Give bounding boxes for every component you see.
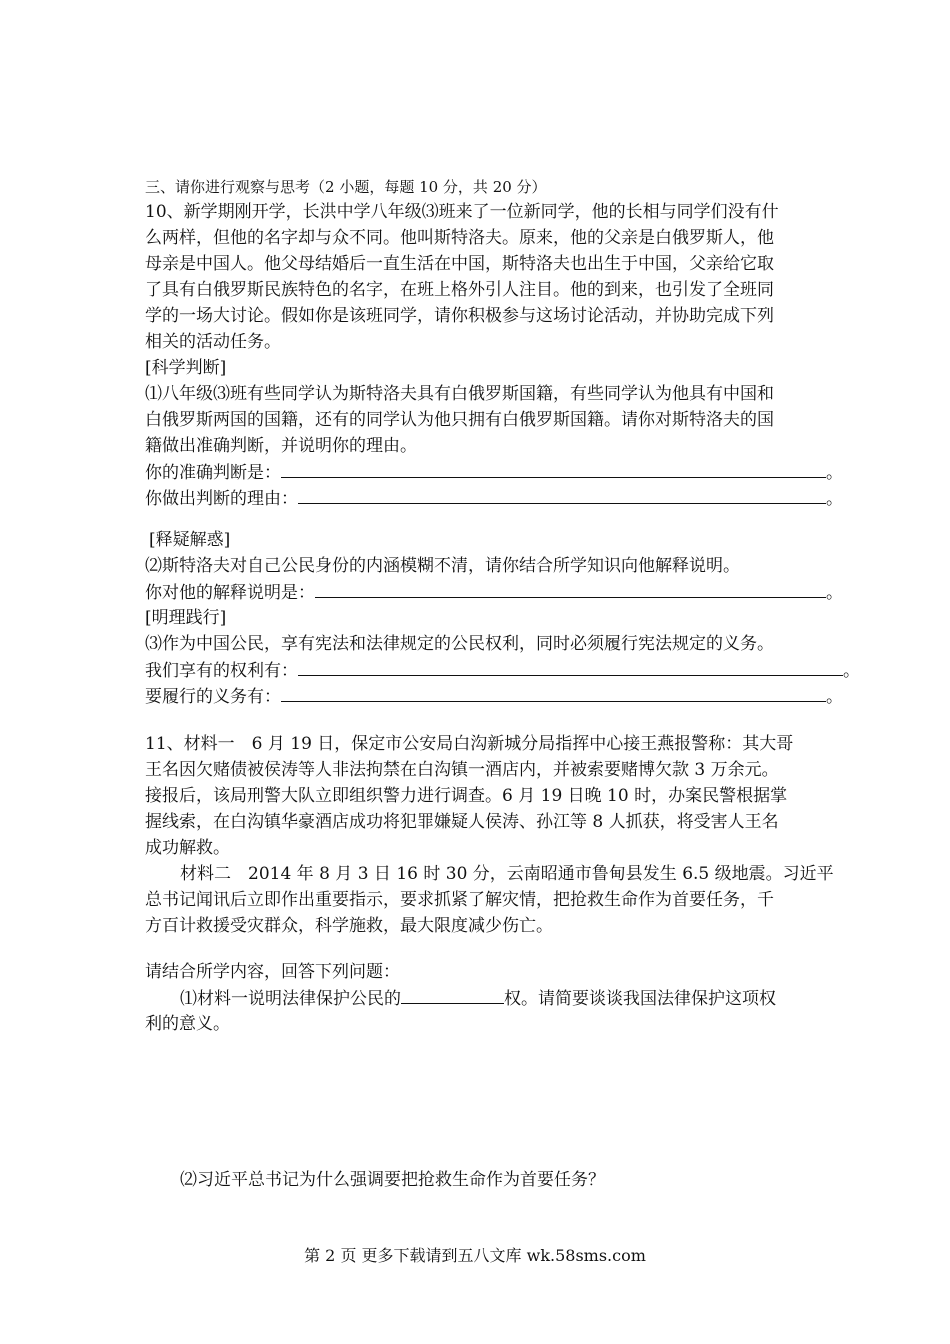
judgment-answer-row	[145, 460, 843, 485]
rights-answer-blank[interactable]	[298, 658, 843, 676]
duties-answer-blank[interactable]	[281, 684, 826, 702]
judgment-answer-blank[interactable]	[281, 460, 826, 478]
q11-sub2: ⑵习近平总书记为什么强调要把抢救生命作为首要任务？	[180, 1170, 605, 1190]
duties-label: 要履行的义务有：	[145, 687, 281, 707]
part2-heading: [释疑解惑]	[149, 530, 231, 550]
judgment-label: 你的准确判断是：	[145, 463, 281, 483]
q10-intro-line: 10、新学期刚开学，长洪中学八年级⑶班来了一位新同学，他的长相与同学们没有什	[145, 202, 779, 222]
page-footer: 第 2 页 更多下载请到五八文库 wk.58sms.com	[304, 1246, 646, 1265]
part1-text-line: 籍做出准确判断，并说明你的理由。	[145, 436, 417, 456]
period: 。	[826, 463, 843, 483]
q11-sub1-blank[interactable]	[401, 986, 504, 1004]
part1-text-line: 白俄罗斯两国的国籍，还有的同学认为他只拥有白俄罗斯国籍。请你对斯特洛夫的国	[145, 410, 774, 430]
q11-material1-line: 握线索，在白沟镇华豪酒店成功将犯罪嫌疑人侯涛、孙江等 8 人抓获，将受害人王名	[145, 812, 779, 832]
duties-answer-row	[145, 684, 843, 709]
q10-intro-line: 了具有白俄罗斯民族特色的名字，在班上格外引人注目。他的到来，也引发了全班同	[145, 280, 774, 300]
explain-answer-blank[interactable]	[315, 580, 826, 598]
part3-text: ⑶作为中国公民，享有宪法和法律规定的公民权利，同时必须履行宪法规定的义务。	[145, 634, 774, 654]
period: 。	[826, 687, 843, 707]
q10-intro-line: 学的一场大讨论。假如你是该班同学，请你积极参与这场讨论活动，并协助完成下列	[145, 306, 774, 326]
explain-answer-row	[145, 580, 843, 605]
part2-text: ⑵斯特洛夫对自己公民身份的内涵模糊不清，请你结合所学知识向他解释说明。	[145, 556, 740, 576]
q11-sub1-row	[180, 986, 776, 1011]
rights-answer-row	[145, 658, 860, 683]
period: 。	[826, 489, 843, 509]
period: 。	[826, 583, 843, 603]
part3-heading: [明理践行]	[145, 608, 227, 628]
q11-material2-line: 方百计救援受灾群众，科学施救，最大限度减少伤亡。	[145, 916, 553, 936]
section-title: 三、请你进行观察与思考（2 小题，每题 10 分，共 20 分）	[145, 178, 547, 196]
q10-intro-line: 相关的活动任务。	[145, 332, 281, 352]
q11-material1-line: 11、材料一 6 月 19 日，保定市公安局白沟新城分局指挥中心接王燕报警称：其大哥	[145, 734, 794, 754]
q11-material2-line: 总书记闻讯后立即作出重要指示，要求抓紧了解灾情，把抢救生命作为首要任务，千	[145, 890, 774, 910]
q11-sub1-line2: 利的意义。	[145, 1014, 230, 1034]
q11-sub1-before: ⑴材料一说明法律保护公民的	[180, 989, 401, 1009]
q11-material1-line: 王名因欠赌债被侯涛等人非法拘禁在白沟镇一酒店内，并被索要赌博欠款 3 万余元。	[145, 760, 779, 780]
part1-text-line: ⑴八年级⑶班有些同学认为斯特洛夫具有白俄罗斯国籍，有些同学认为他具有中国和	[145, 384, 774, 404]
q11-prompt: 请结合所学内容，回答下列问题：	[145, 962, 400, 982]
reason-label: 你做出判断的理由：	[145, 489, 298, 509]
q10-intro-line: 么两样，但他的名字却与众不同。他叫斯特洛夫。原来，他的父亲是白俄罗斯人，他	[145, 228, 774, 248]
rights-label: 我们享有的权利有：	[145, 661, 298, 681]
explain-label: 你对他的解释说明是：	[145, 583, 315, 603]
part1-heading: [科学判断]	[145, 358, 227, 378]
q11-material1-line: 成功解救。	[145, 838, 230, 858]
q11-material1-line: 接报后，该局刑警大队立即组织警力进行调查。6 月 19 日晚 10 时，办案民警根据掌	[145, 786, 788, 806]
q10-intro-line: 母亲是中国人。他父母结婚后一直生活在中国，斯特洛夫也出生于中国，父亲给它取	[145, 254, 774, 274]
q11-sub1-after: 权。请简要谈谈我国法律保护这项权	[504, 989, 776, 1009]
q11-material2-line: 材料二 2014 年 8 月 3 日 16 时 30 分，云南昭通市鲁甸县发生 6.5 级地震。习近平	[180, 864, 834, 884]
period: 。	[843, 661, 860, 681]
reason-answer-row	[145, 486, 843, 511]
reason-answer-blank[interactable]	[298, 486, 826, 504]
